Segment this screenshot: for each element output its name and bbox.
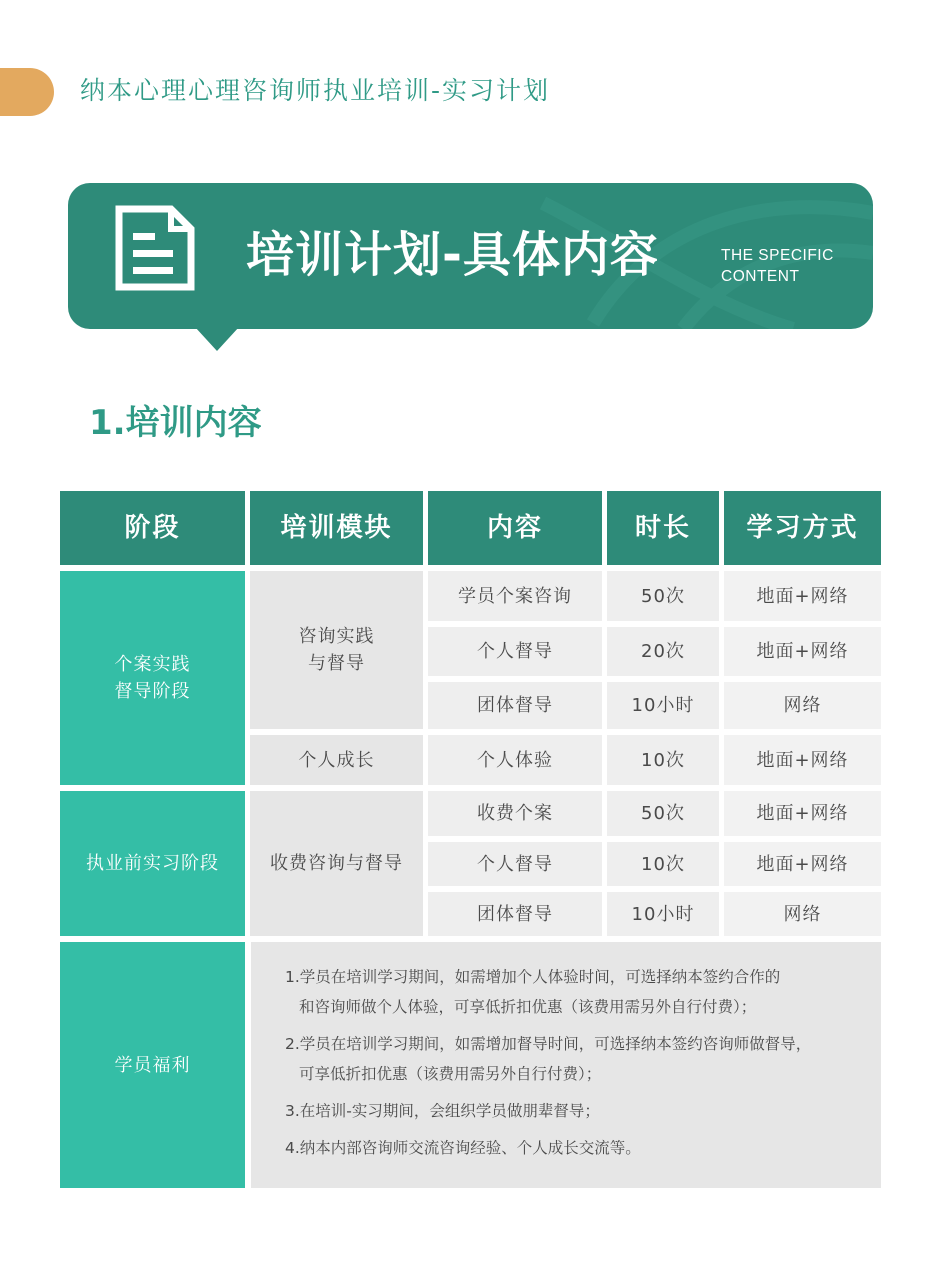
module-cell-paid-consulting xyxy=(250,791,423,936)
table-cell-method: 地面+网络 xyxy=(724,571,881,621)
table-header-duration: 时长 xyxy=(607,491,719,565)
benefit-line2: 可享低折扣优惠（该费用需另外自行付费）； xyxy=(299,1065,602,1083)
table-cell-method: 地面+网络 xyxy=(724,791,881,836)
header-accent-tab xyxy=(0,68,54,116)
banner-title: 培训计划-具体内容 xyxy=(246,227,659,283)
module-cell-personal-growth xyxy=(250,735,423,785)
stage-label: 学员福利 xyxy=(114,1054,191,1076)
module-cell-consulting-supervision xyxy=(250,571,423,729)
stage-cell-case-practice xyxy=(60,571,245,785)
table-cell-duration: 10小时 xyxy=(607,892,719,936)
table-header-module: 培训模块 xyxy=(250,491,423,565)
stage-label-line2: 督导阶段 xyxy=(114,681,191,702)
stage-label: 执业前实习阶段 xyxy=(86,853,219,874)
section-heading: 1.培训内容 xyxy=(89,403,262,443)
page-header-title: 纳本心理心理咨询师执业培训-实习计划 xyxy=(80,76,551,105)
table-cell-content: 团体督导 xyxy=(428,682,602,729)
benefit-line1: 4.纳本内部咨询师交流咨询经验、个人成长交流等。 xyxy=(285,1139,641,1157)
benefit-item xyxy=(285,962,881,1022)
benefit-item xyxy=(285,1096,881,1126)
banner-pointer xyxy=(195,327,239,351)
table-cell-content: 个人督导 xyxy=(428,842,602,886)
benefits-list xyxy=(251,942,881,1188)
stage-cell-benefits xyxy=(60,942,245,1188)
document-icon xyxy=(115,205,195,291)
table-cell-method: 地面+网络 xyxy=(724,842,881,886)
title-banner xyxy=(68,183,873,329)
module-label: 收费咨询与督导 xyxy=(270,853,403,874)
table-cell-content: 团体督导 xyxy=(428,892,602,936)
benefit-item xyxy=(285,1133,881,1163)
table-cell-content: 收费个案 xyxy=(428,791,602,836)
banner-subtitle xyxy=(721,245,834,287)
table-header-content: 内容 xyxy=(428,491,602,565)
benefit-line2: 和咨询师做个人体验，可享低折扣优惠（该费用需另外自行付费）； xyxy=(299,998,757,1016)
benefit-line1: 3.在培训-实习期间，会组织学员做朋辈督导； xyxy=(285,1102,600,1120)
module-label: 个人成长 xyxy=(298,749,375,771)
table-cell-content: 学员个案咨询 xyxy=(428,571,602,621)
table-header-stage: 阶段 xyxy=(60,491,245,565)
table-cell-duration: 10次 xyxy=(607,735,719,785)
table-cell-method: 地面+网络 xyxy=(724,627,881,676)
benefit-line1: 2.学员在培训学习期间，如需增加督导时间，可选择纳本签约咨询师做督导， xyxy=(285,1035,812,1053)
module-label-line2: 与督导 xyxy=(308,653,365,674)
stage-label-line1: 个案实践 xyxy=(114,654,191,675)
benefit-line1: 1.学员在培训学习期间，如需增加个人体验时间，可选择纳本签约合作的 xyxy=(285,968,781,986)
table-cell-duration: 10小时 xyxy=(607,682,719,729)
banner-subtitle-line1: THE SPECIFIC xyxy=(721,247,834,264)
table-cell-duration: 50次 xyxy=(607,571,719,621)
table-cell-duration: 50次 xyxy=(607,791,719,836)
table-cell-method: 网络 xyxy=(724,682,881,729)
banner-subtitle-line2: CONTENT xyxy=(721,268,800,285)
table-cell-method: 地面+网络 xyxy=(724,735,881,785)
benefit-item xyxy=(285,1029,881,1089)
table-cell-duration: 20次 xyxy=(607,627,719,676)
stage-cell-pre-practice xyxy=(60,791,245,936)
module-label-line1: 咨询实践 xyxy=(298,626,375,647)
table-cell-content: 个人督导 xyxy=(428,627,602,676)
table-header-method: 学习方式 xyxy=(724,491,881,565)
table-cell-content: 个人体验 xyxy=(428,735,602,785)
table-cell-duration: 10次 xyxy=(607,842,719,886)
table-cell-method: 网络 xyxy=(724,892,881,936)
